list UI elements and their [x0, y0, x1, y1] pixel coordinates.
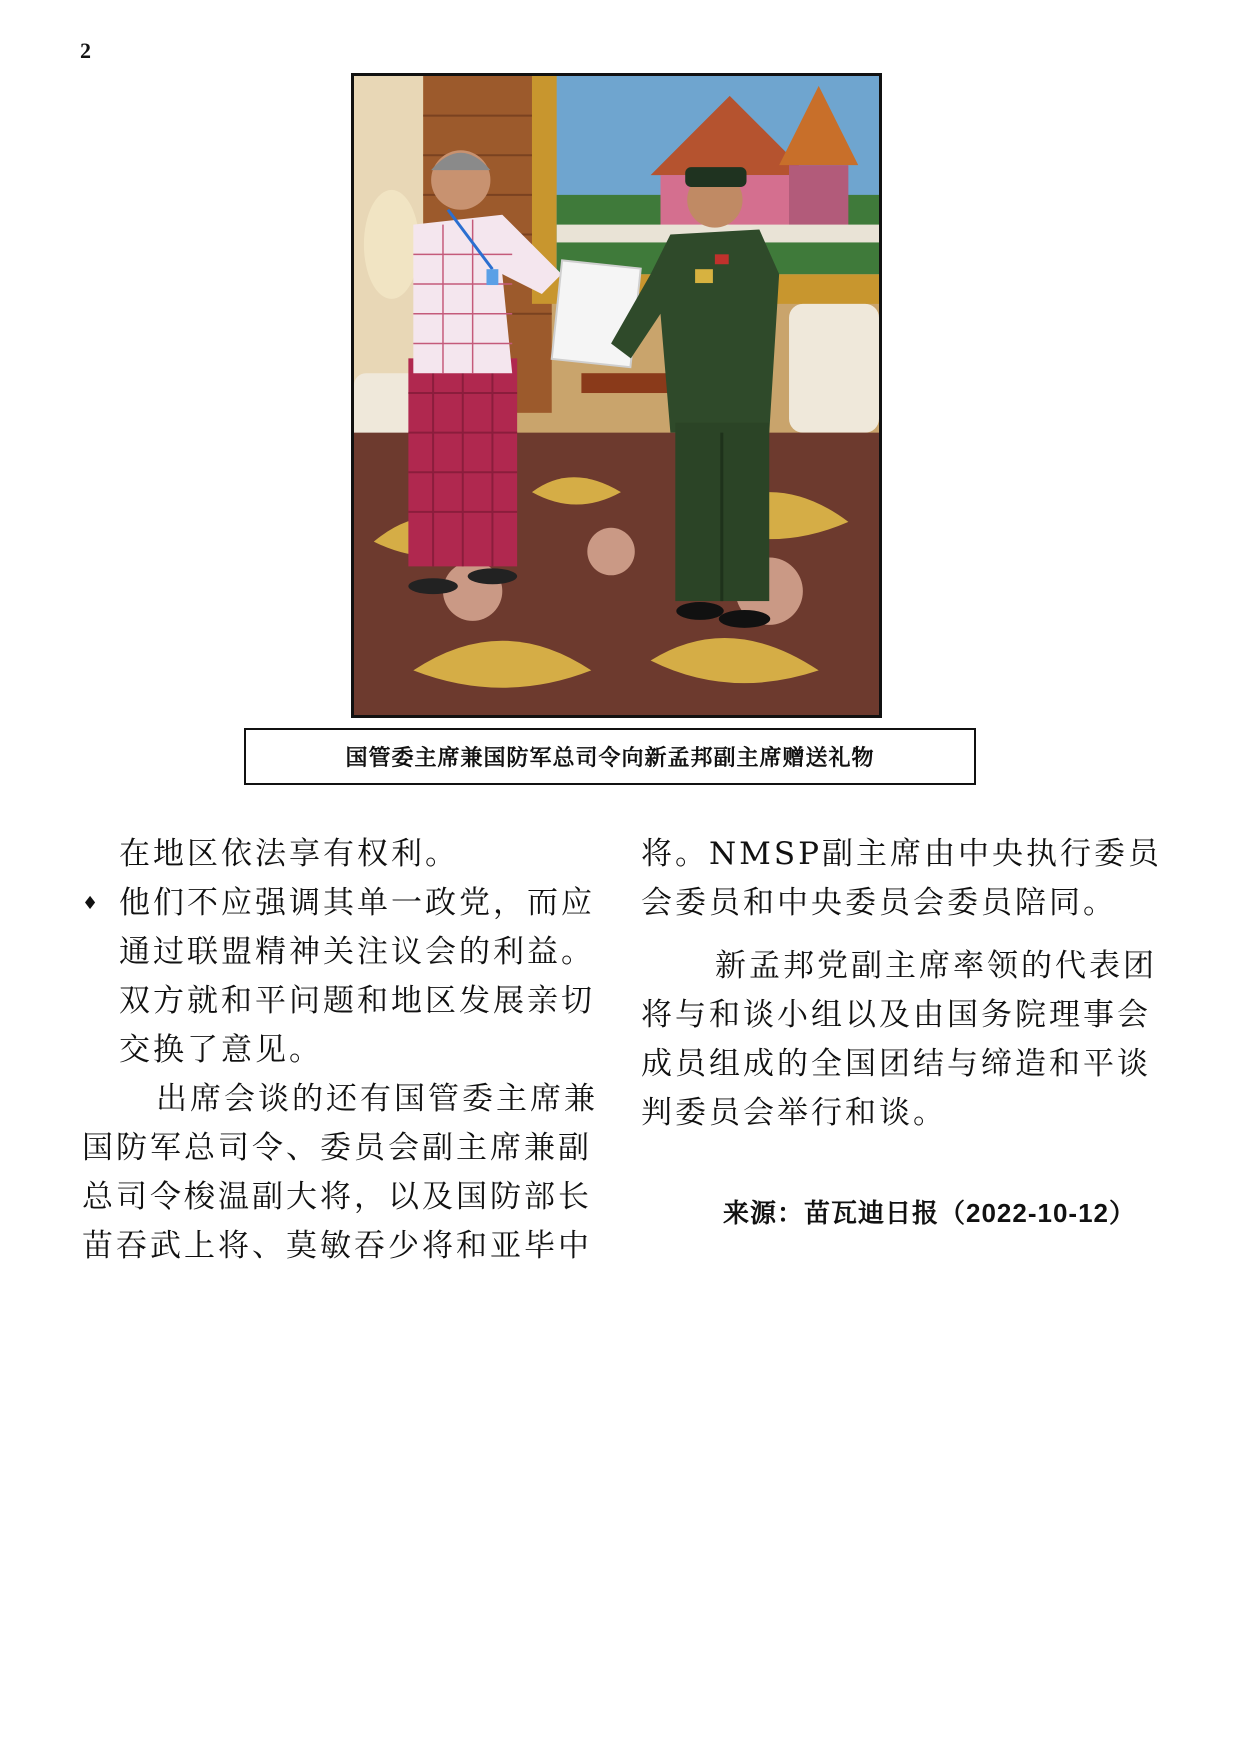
text-continuation: 在地区依法享有权利。 [119, 836, 459, 872]
diamond-bullet-icon: ♦ [82, 893, 102, 914]
body-paragraph: 新孟邦党副主席率领的代表团将与和谈小组以及由国务院理事会成员组成的全国团结与缔造和平谈判委员会举行和谈。 [641, 948, 1157, 1131]
news-photo [351, 73, 882, 718]
page-number: 2 [80, 38, 91, 63]
photo-illustration [354, 76, 879, 715]
left-column [82, 830, 602, 1271]
body-paragraph: 出席会谈的还有国管委主席兼国防军总司令、委员会副主席兼副总司令梭温副大将，以及国防部长苗吞武上将、莫敏吞少将和亚毕中 [82, 1081, 598, 1264]
source-close: ） [1109, 1199, 1137, 1229]
source-label: 来源：苗瓦迪日报（ [723, 1199, 967, 1229]
source-line [723, 1193, 1136, 1230]
photo-caption: 国管委主席兼国防军总司令向新孟邦副主席赠送礼物 [345, 745, 875, 771]
bullet-text: 他们不应强调其单一政党，而应通过联盟精神关注议会的利益。双方就和平问题和地区发展亲切交换了意见。 [119, 885, 595, 1068]
photo-caption-box [244, 728, 976, 785]
paragraph-continuation: 将。NMSP副主席由中央执行委员会委员和中央委员会委员陪同。 [641, 836, 1162, 921]
bullet-item [82, 879, 602, 1075]
right-column [641, 830, 1165, 1138]
source-date: 2022-10-12 [966, 1198, 1110, 1228]
